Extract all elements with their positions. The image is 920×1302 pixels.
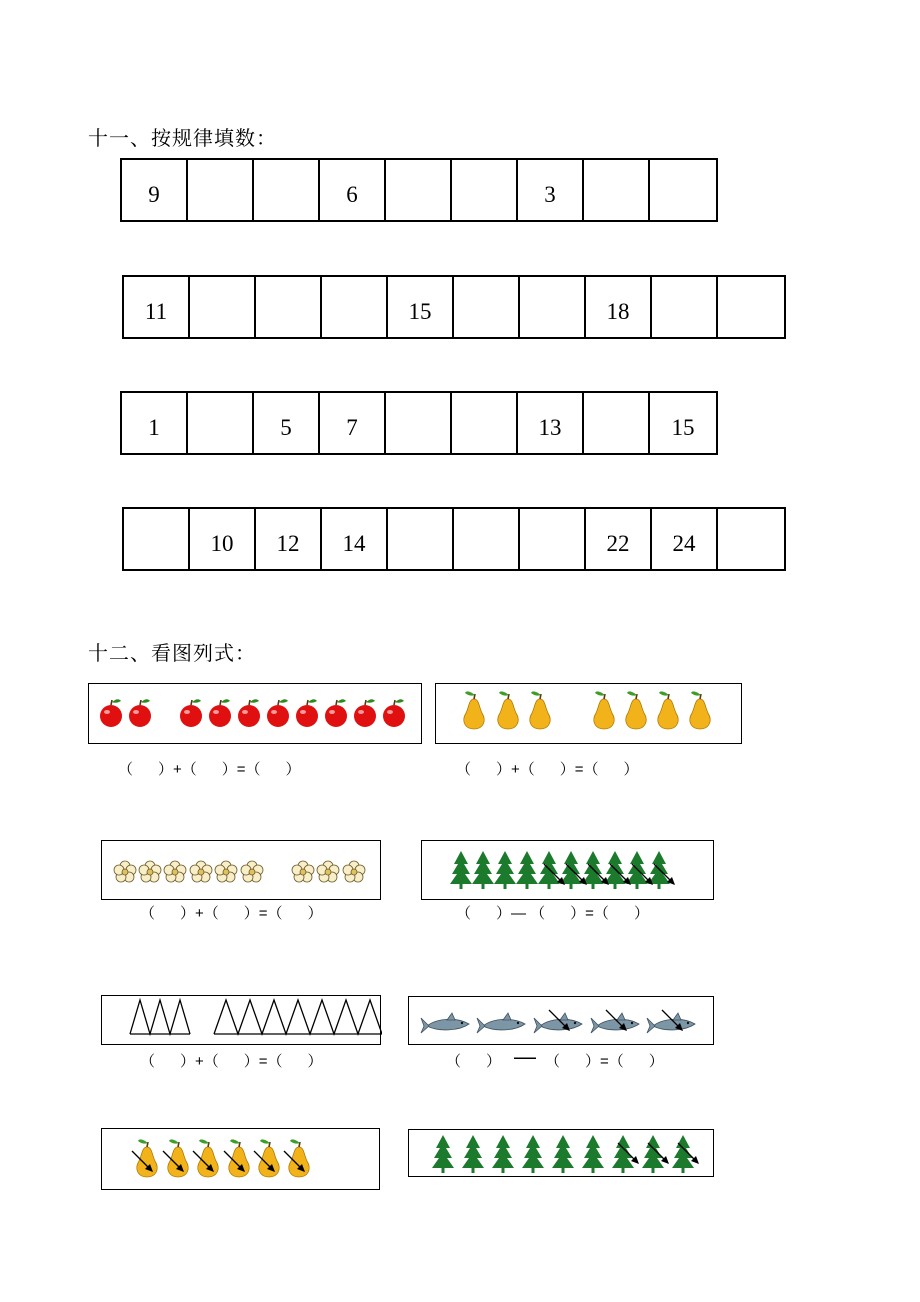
pear-icon [690,691,710,729]
grid-cell[interactable] [386,160,452,220]
grid-cell[interactable] [520,509,586,569]
apple-icon [100,699,122,727]
shark-icon [421,1013,469,1033]
section-12-title: 十二、看图列式： [88,643,256,665]
cell-value: 3 [544,182,556,207]
sharks-formula-right: （ ）=（ ） [545,1053,664,1070]
grid-cell[interactable] [320,160,386,220]
trees-picture [421,840,714,900]
grid-cell[interactable] [650,160,716,220]
grid-cell[interactable] [190,277,256,337]
pear-icon [464,691,484,729]
apple-icon [296,699,318,727]
cell-value: 1 [148,415,160,440]
grid-cell[interactable] [122,393,188,453]
tree-icon [492,1135,514,1173]
trees-formula: （ ）— （ ）=（ ） [456,905,649,922]
grid-cell[interactable] [452,160,518,220]
tree-icon [462,1135,484,1173]
grid-cell[interactable] [652,509,718,569]
cell-value: 6 [346,182,358,207]
tree-icon [522,1135,544,1173]
tree-icon [612,1135,634,1173]
triangle-shapes [214,1000,382,1034]
sharks-picture [408,996,714,1045]
trees-crossed-picture [408,1129,714,1177]
tree-icon [552,1135,574,1173]
shark-icon [477,1013,525,1033]
apple-icon [325,699,347,727]
tree-icon [516,851,538,889]
sharks-formula-left: （ ） [446,1053,502,1070]
apple-icon [129,699,151,727]
number-grid-1 [120,158,718,222]
trees-crossed-svg [409,1130,715,1178]
triangles-svg [102,996,382,1046]
cell-value: 11 [144,299,168,324]
cell-value: 18 [606,299,630,324]
grid-cell[interactable] [320,393,386,453]
flower-icon [190,861,212,882]
pear-icon [498,691,518,729]
grid-cell[interactable] [256,277,322,337]
tree-icon [538,851,560,889]
tree-icon [472,851,494,889]
grid-cell[interactable] [190,509,256,569]
flower-icon [241,861,263,882]
grid-cell[interactable] [586,277,652,337]
grid-cell[interactable] [188,393,254,453]
triangles-formula: （ ）+（ ）=（ ） [140,1053,323,1070]
apple-icon [209,699,231,727]
cell-value: 14 [342,531,366,556]
tree-icon [642,1135,664,1173]
apple-icon [180,699,202,727]
flower-icon [114,861,136,882]
number-grid-2 [122,275,786,339]
tree-icon [450,851,472,889]
cell-value: 5 [280,415,292,440]
grid-cell[interactable] [454,277,520,337]
grid-cell[interactable] [256,509,322,569]
flower-icon [215,861,237,882]
pear-icon [658,691,678,729]
tree-icon [494,851,516,889]
cell-value: 10 [210,531,234,556]
grid-cell[interactable] [584,393,650,453]
trees-svg [422,841,715,901]
tree-icon [672,1135,694,1173]
grid-cell[interactable] [518,393,584,453]
grid-cell[interactable] [124,509,190,569]
cell-value: 15 [671,415,695,440]
tree-icon [582,1135,604,1173]
section-11-title: 十一、按规律填数： [88,128,277,150]
grid-cell[interactable] [650,393,716,453]
flowers-formula: （ ）+（ ）=（ ） [140,905,323,922]
grid-cell[interactable] [388,509,454,569]
grid-cell[interactable] [718,277,784,337]
grid-cell[interactable] [520,277,586,337]
shark-icon [534,1013,582,1033]
pears-crossed-picture [101,1128,380,1190]
flowers-picture [101,840,381,900]
triangle-shapes [130,1000,190,1034]
pear-icon [530,691,550,729]
shark-icon [647,1013,695,1033]
sharks-svg [409,997,715,1046]
cell-value: 15 [408,299,432,324]
flower-icon [343,861,365,882]
pears-formula: （ ）+（ ）=（ ） [456,761,639,778]
pear-icon [594,691,614,729]
grid-cell[interactable] [584,160,650,220]
grid-cell[interactable] [452,393,518,453]
pear-icon [626,691,646,729]
cell-value: 13 [538,415,562,440]
grid-cell[interactable] [254,393,320,453]
number-grid-4 [122,507,786,571]
shark-icon [591,1013,639,1033]
pears-svg [436,684,743,745]
cell-value: 22 [606,531,630,556]
cell-value: 12 [276,531,300,556]
grid-cell[interactable] [322,277,388,337]
grid-cell[interactable] [518,160,584,220]
apple-icon [383,699,405,727]
number-grid-3 [120,391,718,455]
grid-cell[interactable] [718,509,784,569]
grid-cell[interactable] [188,160,254,220]
flowers-svg [102,841,382,901]
apple-icon [354,699,376,727]
flower-icon [317,861,339,882]
pears-crossed-svg [102,1129,381,1191]
apples-picture [88,683,422,744]
triangles-picture [101,995,381,1045]
grid-cell[interactable] [652,277,718,337]
flower-icon [292,861,314,882]
grid-cell[interactable] [254,160,320,220]
grid-cell[interactable] [454,509,520,569]
flower-icon [139,861,161,882]
grid-cell[interactable] [388,277,454,337]
apples-formula: （ ）+（ ）=（ ） [118,761,301,778]
grid-cell[interactable] [322,509,388,569]
grid-cell[interactable] [124,277,190,337]
cell-value: 9 [148,182,160,207]
sharks-minus-sign: — [514,1044,536,1069]
tree-icon [432,1135,454,1173]
grid-cell[interactable] [122,160,188,220]
pears-picture [435,683,742,744]
flower-icon [164,861,186,882]
cell-value: 7 [346,415,358,440]
apple-icon [238,699,260,727]
apple-icon [267,699,289,727]
grid-cell[interactable] [386,393,452,453]
grid-cell[interactable] [586,509,652,569]
cell-value: 24 [672,531,696,556]
apples-svg [89,684,423,745]
